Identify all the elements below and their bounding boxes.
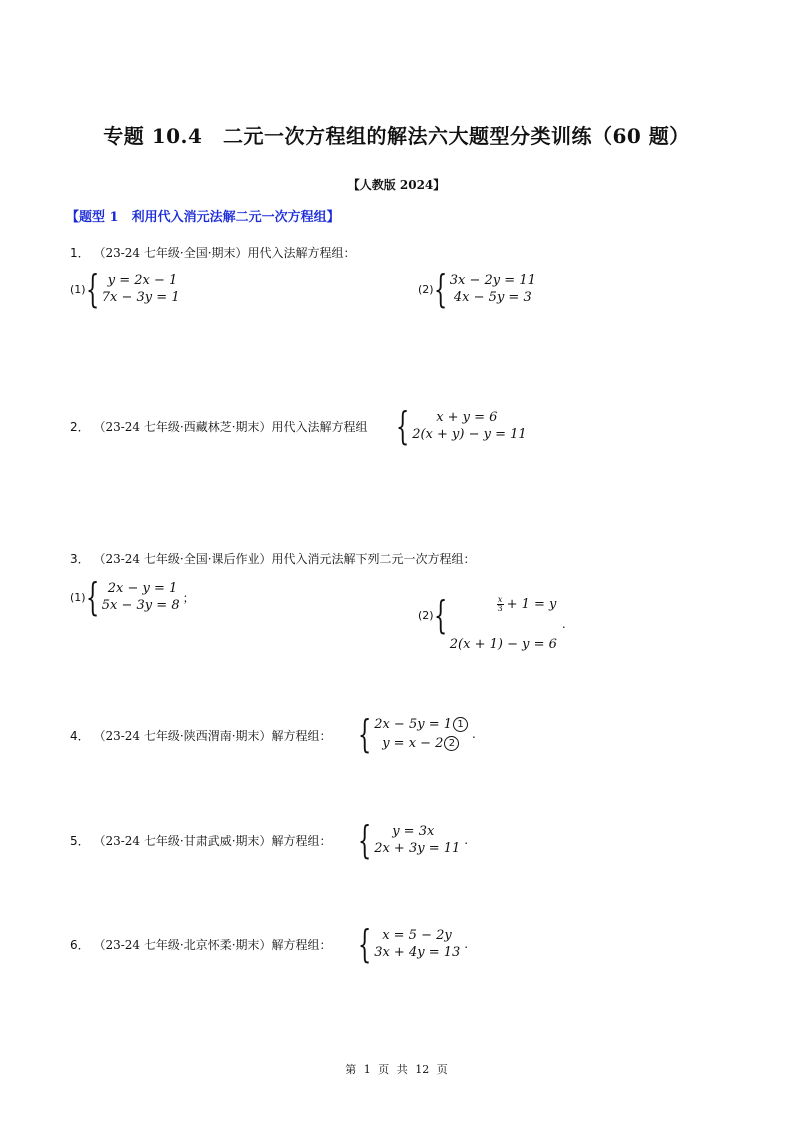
problem-number: 6． (70, 938, 90, 952)
page-title: 专题 10.4 二元一次方程组的解法六大题型分类训练（60 题） (103, 124, 690, 148)
punctuation: ； (182, 590, 195, 605)
problem-number: 1． (70, 246, 90, 260)
equation-2: 2(x + 1) − y = 6 (449, 637, 557, 652)
circled-marker-1: 1 (453, 717, 468, 732)
circled-marker-2: 2 (444, 736, 459, 751)
problem-3-stem (70, 550, 476, 567)
problem-number: 2． (70, 420, 90, 434)
equation-1: y = 2x − 1 (107, 273, 178, 288)
equation-1: 2x − y = 1 (107, 581, 178, 596)
problem-text: （23-24 七年级·甘肃武威·期末）解方程组： (93, 834, 332, 848)
left-brace: { (85, 267, 99, 311)
left-brace: { (358, 922, 372, 966)
equation-2: 7x − 3y = 1 (101, 290, 180, 305)
problem-text: （23-24 七年级·陕西渭南·期末）解方程组： (93, 729, 332, 743)
problem-3-part-2 (418, 575, 566, 655)
problem-number: 3． (70, 552, 90, 566)
equation-2: 3x + 4y = 13 (374, 945, 461, 960)
equation-1: 3x − 2y = 11 (449, 273, 536, 288)
equation-2 (374, 734, 468, 753)
problem-5-stem (70, 832, 332, 849)
left-brace: { (85, 575, 99, 619)
left-brace: { (433, 593, 447, 637)
problem-2-stem (70, 418, 368, 435)
equation-1: y = 3x (392, 824, 435, 839)
problem-1-part-1 (70, 267, 180, 311)
left-brace: { (433, 267, 447, 311)
equation-1: x = 5 − 2y (382, 928, 452, 943)
problem-1-stem (70, 244, 356, 261)
equation-2: 4x − 5y = 3 (449, 290, 532, 305)
problem-4-system (358, 712, 476, 756)
punctuation: . (472, 727, 476, 741)
problem-2-system (396, 404, 527, 448)
problem-1-part-2 (418, 267, 536, 311)
problem-text: （23-24 七年级·全国·课后作业）用代入消元法解下列二元一次方程组： (93, 552, 476, 566)
equation-1 (450, 575, 557, 635)
punctuation: . (561, 617, 566, 631)
fraction-denominator: 3 (497, 604, 503, 613)
part-label: (1) (70, 590, 86, 604)
problem-5-system (358, 818, 469, 862)
fraction-numerator: x (497, 595, 503, 604)
equation-1: x + y = 6 (436, 410, 498, 425)
equation-2: 5x − 3y = 8 (101, 598, 180, 613)
left-brace: { (358, 712, 372, 756)
part-label: (2) (418, 282, 434, 296)
problem-text: （23-24 七年级·北京怀柔·期末）解方程组： (93, 938, 332, 952)
part-label: (2) (418, 608, 434, 622)
problem-4-stem (70, 727, 332, 744)
equation-2-text: y = x − 2 (382, 736, 444, 751)
left-brace: { (396, 404, 410, 448)
punctuation: . (464, 937, 469, 951)
problem-text: （23-24 七年级·西藏林芝·期末）用代入法解方程组 (93, 420, 368, 434)
equation-1-rest: + 1 = y (506, 597, 557, 612)
problem-6-system (358, 922, 469, 966)
problem-3-part-1 (70, 575, 195, 619)
section-heading-type-1: 【题型 1 利用代入消元法解二元一次方程组】 (66, 210, 340, 225)
problem-6-stem (70, 936, 332, 953)
equation-2: 2x + 3y = 11 (374, 841, 461, 856)
equation-1 (374, 715, 468, 734)
fraction (497, 596, 504, 613)
left-brace: { (358, 818, 372, 862)
problem-text: （23-24 七年级·全国·期末）用代入法解方程组： (93, 246, 356, 260)
edition-label: 【人教版 2024】 (347, 178, 446, 192)
equation-1-text: 2x − 5y = 1 (374, 717, 452, 732)
page-footer: 第 1 页 共 12 页 (345, 1063, 448, 1076)
problem-number: 5． (70, 834, 90, 848)
punctuation: . (464, 833, 469, 847)
equation-2: 2(x + y) − y = 11 (412, 427, 527, 442)
problem-number: 4． (70, 729, 90, 743)
part-label: (1) (70, 282, 86, 296)
